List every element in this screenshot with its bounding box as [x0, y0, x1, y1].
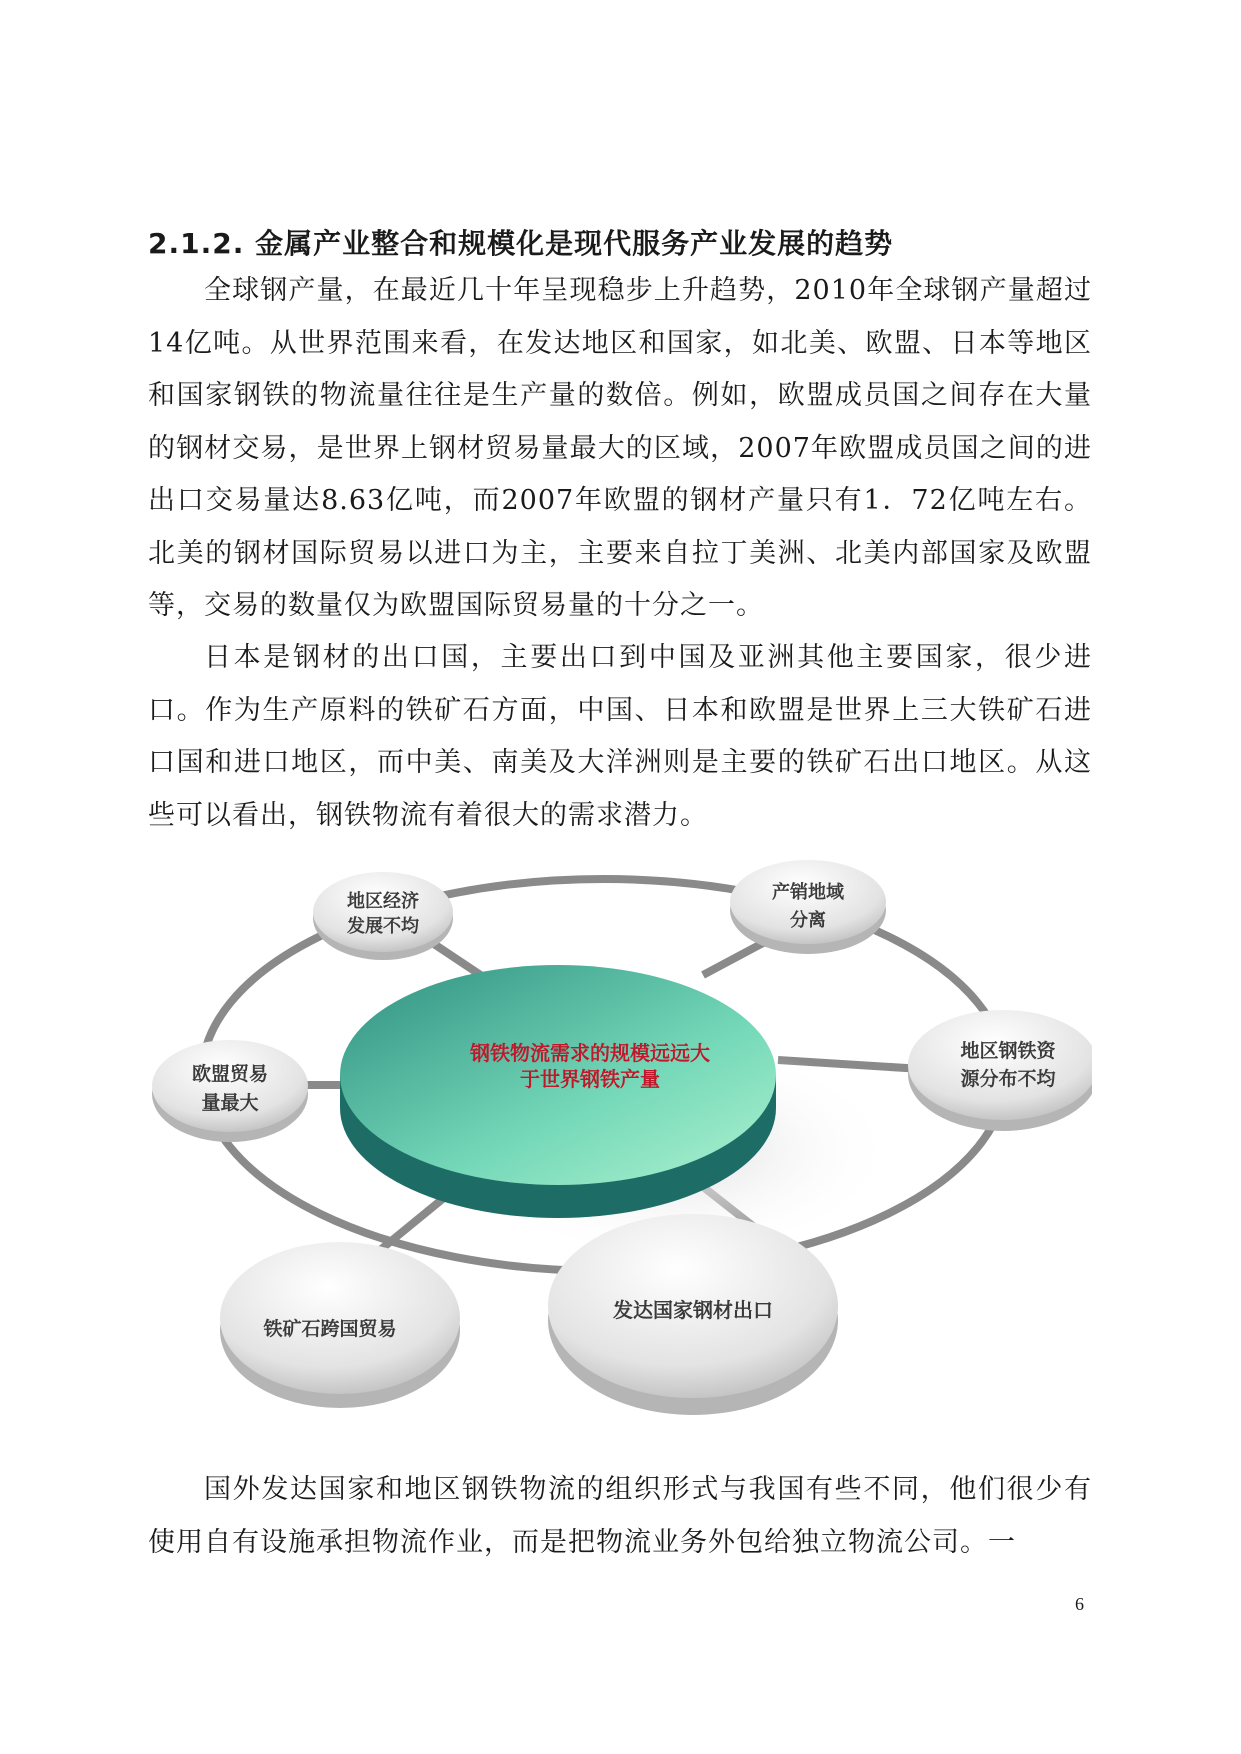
node-developed-export [548, 1214, 838, 1415]
node-eu-trade-line2: 量最大 [201, 1092, 259, 1114]
paragraph-foreign-logistics: 国外发达国家和地区钢铁物流的组织形式与我国有些不同，他们很少有使用自有设施承担物流作业，而是把物流业务外包给独立物流公司。一 [148, 1474, 1092, 1558]
node-production-sales-line1: 产销地域 [772, 882, 844, 903]
node-developed-export-label: 发达国家钢材出口 [613, 1298, 773, 1322]
node-eu-trade-line1: 欧盟贸易 [191, 1063, 269, 1085]
paragraph-steel-production: 全球钢产量，在最近几十年呈现稳步上升趋势，2010年全球钢产量超过14亿吨。从世界范围来看，在发达地区和国家，如北美、欧盟、日本等地区和国家钢铁的物流量往往是生产量的数倍。例如，欧盟成员国之间存在大量的钢材交易，是世界上钢材贸易量最大的区域，2007年欧盟成员国之间的进出口交易量达8.63亿吨，而2007年欧盟的钢材产量只有1．72亿吨左右。北美的钢材国际贸易以进口为主，主要来自拉丁美洲、北美内部国家及欧盟等，交易的数量仅为欧盟国际贸易量的十分之一。 [148, 275, 1092, 621]
steel-logistics-diagram [148, 860, 1092, 1420]
center-label-line2: 于世界钢铁产量 [520, 1067, 660, 1091]
node-production-sales-line2: 分离 [790, 910, 826, 931]
page-number: 6 [1075, 1594, 1084, 1614]
section-heading: 2.1.2. 金属产业整合和规模化是现代服务产业发展的趋势 [148, 227, 894, 260]
node-iron-ore-trade-label: 铁矿石跨国贸易 [263, 1318, 397, 1340]
node-production-sales-separation [730, 860, 886, 954]
node-regional-resources-line2: 源分布不均 [960, 1068, 1056, 1090]
node-eu-trade [152, 1040, 308, 1142]
node-regional-resources [908, 1010, 1092, 1131]
center-label-line1: 钢铁物流需求的规模远远大 [470, 1041, 710, 1065]
node-regional-economy-line2: 发展不均 [347, 916, 419, 937]
node-regional-economy [313, 872, 453, 960]
center-disk [340, 965, 776, 1218]
node-regional-resources-line1: 地区钢铁资 [960, 1040, 1056, 1062]
node-iron-ore-trade [220, 1242, 460, 1408]
node-regional-economy-line1: 地区经济 [347, 891, 419, 912]
paragraph-japan-export: 日本是钢材的出口国，主要出口到中国及亚洲其他主要国家，很少进口。作为生产原料的铁矿石方面，中国、日本和欧盟是世界上三大铁矿石进口国和进口地区，而中美、南美及大洋洲则是主要的铁矿石出口地区。从这些可以看出，钢铁物流有着很大的需求潜力。 [148, 642, 1092, 831]
